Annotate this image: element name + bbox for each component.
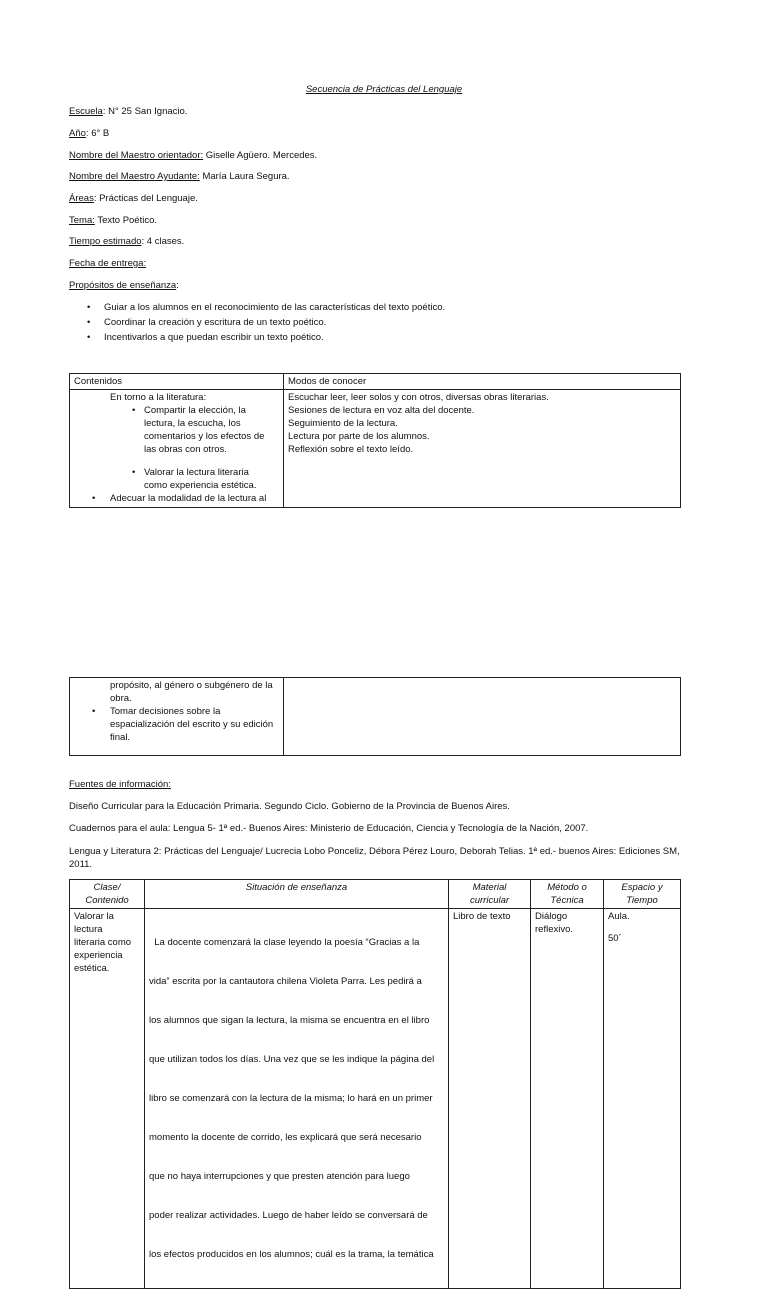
field-value: María Laura Segura. [202,171,290,182]
field-label: Tiempo estimado [69,236,142,247]
purpose-item: • Coordinar la creación y escritura de un texto poético. [69,315,445,330]
field-sep: : [85,128,92,139]
item-line: como experiencia estética. [144,480,257,491]
bullet-icon: • [92,493,96,504]
field-tiempo [69,236,184,247]
header-material [449,880,531,909]
item-line: obra. [110,693,132,704]
field-label: Fecha de entrega: [69,258,147,269]
field-label: Tema: [69,215,95,226]
field-label: Año [69,128,86,139]
field-sep: : [93,193,100,204]
situacion-cell [145,909,449,1289]
header-line: Tiempo [626,895,658,906]
purposes-list [69,300,445,345]
cell-line: los alumnos que sigan la lectura, la misma se encuentra en el libro [149,1015,430,1026]
field-value: Texto Poético. [97,215,158,226]
cell-line: Aula. [608,911,630,922]
cell-line: que utilizan todos los días. Una vez que se les indique la página del [149,1054,435,1065]
cell-line: La docente comenzará la clase leyendo la poesía “Gracias a la [149,937,420,948]
metodo-cell [531,909,604,1289]
modo-line: Reflexión sobre el texto leído. [288,444,414,455]
source-item: Lengua y Literatura 2: Prácticas del Lenguaje/ Lucrecia Lobo Ponceliz, Débora Pérez Louro, Deborah Telias. 1ª ed.- buenos Aires: Ediciones SM, 2011. [69,846,680,870]
field-areas [69,193,198,204]
contenidos-cell [70,678,284,756]
field-anio [69,128,109,139]
item-line: comentarios y los efectos de [144,431,265,442]
item-line: Adecuar la modalidad de la lectura al [110,493,267,504]
clase-table [69,879,681,1289]
field-sep: : [141,236,147,247]
field-label: Propósitos de enseñanza [69,280,177,291]
source-item: Diseño Curricular para la Educación Primaria. Segundo Ciclo. Gobierno de la Provincia de Buenos Aires. [69,801,510,812]
item-line: espacialización del escrito y su edición [110,719,274,730]
header-line: Clase/ [93,882,121,893]
header-situacion [145,880,449,909]
espacio-cell [604,909,681,1289]
cell-line: Valorar la [74,911,114,922]
field-label: Nombre del Maestro Ayudante: [69,171,200,182]
document-title: Secuencia de Prácticas del Lenguaje [305,84,463,95]
contenido-item [74,404,279,456]
header-line: Material [472,882,507,893]
contenidos-table [69,373,681,508]
purpose-item: • Guiar a los alumnos en el reconocimiento de las características del texto poético. [69,300,445,315]
material-cell [449,909,531,1289]
field-value: Giselle Agüero. Mercedes. [205,150,318,161]
cell-line: Libro de texto [453,911,511,922]
header-line: Contenido [85,895,129,906]
header-contenidos: Contenidos [70,374,284,390]
header-line: Espacio y [621,882,663,893]
modo-line: Escuchar leer, leer solos y con otros, diversas obras literarias. [288,392,549,403]
item-line: lectura, la escucha, los [144,418,241,429]
header-metodo [531,880,604,909]
item-line: propósito, al género o subgénero de la [110,680,273,691]
item-line: Compartir la elección, la [144,405,246,416]
contenidos-intro: En torno a la literatura: [110,392,207,403]
item-line: las obras con otros. [144,444,227,455]
cell-line: los efectos producidos en los alumnos; cuál es la trama, la temática [149,1249,434,1260]
cell-line: que no haya interrupciones y que presten atención para luego [149,1171,410,1182]
source-item: Cuadernos para el aula: Lengua 5- 1ª ed.- Buenos Aires: Ministerio de Educación, Ciencia y Tecnología de la Nación, 2007. [69,823,589,834]
contenido-item [74,705,279,744]
sources-heading: Fuentes de información: [69,779,171,790]
cell-line: experiencia [74,950,123,961]
field-tema [69,215,157,226]
field-sep: : [102,106,109,117]
field-label: Escuela [69,106,103,117]
cell-line: libro se comenzará con la lectura de la misma; lo hará en un primer [149,1093,433,1104]
contenido-item [74,466,279,492]
contenido-cell [70,909,145,1289]
field-label: Áreas [69,193,94,204]
cell-line: momento la docente de corrido, les explicará que será necesario [149,1132,422,1143]
cell-line: reflexivo. [535,924,574,935]
modo-line: Seguimiento de la lectura. [288,418,398,429]
modo-line: Sesiones de lectura en voz alta del docente. [288,405,475,416]
header-espacio [604,880,681,909]
header-line: Situación de enseñanza [245,882,348,893]
table-row [70,909,681,1289]
modo-line: Lectura por parte de los alumnos. [288,431,430,442]
field-escuela [69,106,187,117]
cell-line: poder realizar actividades. Luego de haber leído se conversará de [149,1210,428,1221]
field-maestro-ayudante [69,171,290,182]
item-line: final. [110,732,131,743]
header-line: Método o [547,882,587,893]
cell-line: lectura [74,924,103,935]
header-clase [70,880,145,909]
purpose-item: • Incentivarlos a que puedan escribir un texto poético. [69,330,445,345]
field-fecha [69,258,146,269]
cell-line: vida” escrita por la cantautora chilena Violeta Parra. Les pedirá a [149,976,422,987]
header-modos: Modos de conocer [284,374,681,390]
cell-line: 50´ [608,933,622,944]
item-line: Valorar la lectura literaria [144,467,249,478]
cell-line: estética. [74,963,110,974]
contenidos-table-continued [69,677,681,756]
header-line: Técnica [550,895,584,906]
modos-cell [284,678,681,756]
item-line: Tomar decisiones sobre la [110,706,221,717]
field-sep: : [176,280,179,291]
bullet-icon: • [132,405,136,416]
field-value: N° 25 San Ignacio. [108,106,188,117]
header-line: curricular [469,895,510,906]
modos-cell [284,390,681,508]
field-value: 4 clases. [146,236,185,247]
contenidos-cell [70,390,284,508]
cell-line: literaria como [74,937,132,948]
field-maestro-orientador [69,150,317,161]
contenido-tail [74,492,279,505]
field-propositos [69,280,179,291]
cell-line: Diálogo [535,911,568,922]
field-label: Nombre del Maestro orientador: [69,150,204,161]
bullet-icon: • [92,706,96,717]
bullet-icon: • [132,467,136,478]
field-value: 6° B [91,128,110,139]
field-value: Prácticas del Lenguaje. [99,193,198,204]
